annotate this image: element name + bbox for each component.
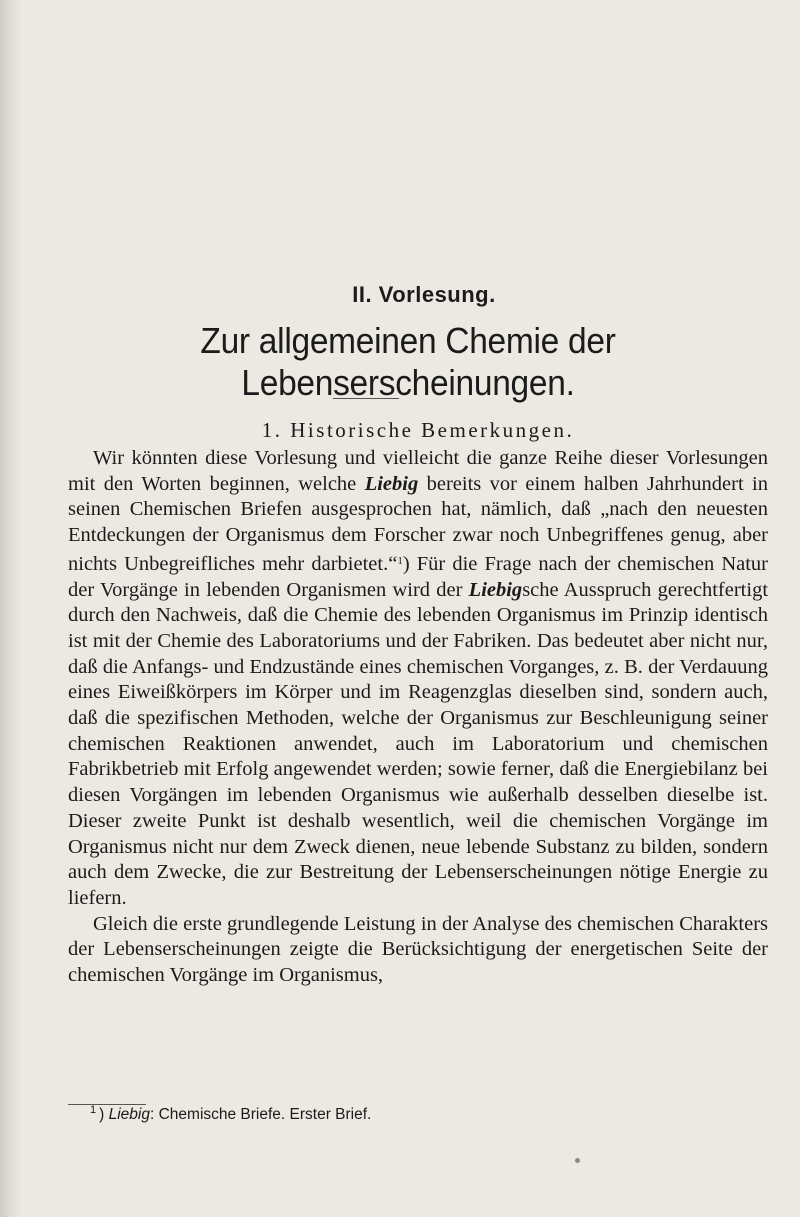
text-segment: 1 — [397, 554, 403, 567]
footnote-author: Liebig — [108, 1106, 150, 1123]
print-speck — [575, 1158, 580, 1163]
footnote-text: : Chemische Briefe. Erster Brief. — [149, 1106, 372, 1123]
paragraph-1 — [68, 446, 768, 912]
footnote — [90, 1105, 770, 1126]
title-divider — [333, 398, 399, 399]
text-segment: Wir könnten diese Vorlesung und vielleicht die ganze Reihe dieser Vorlesungen mit den Worten beginnen, welche — [68, 447, 768, 495]
page-gutter-shadow — [0, 0, 22, 1217]
text-segment: ) Für die Frage nach der chemischen Natur der Vorgänge in lebenden Organismen wird der — [68, 552, 768, 601]
section-heading: 1. Historische Bemerkungen. — [261, 418, 575, 442]
body-text — [68, 446, 768, 989]
chapter-title: Zur allgemeinen Chemie der Lebenserscheinungen. — [200, 320, 616, 403]
text-segment: Liebig — [468, 578, 523, 601]
text-segment: Liebig — [364, 472, 419, 495]
text-segment: Gleich die erste grundlegende Leistung in der Analyse des chemischen Charakters der Lebenserscheinungen zeigte die Berücksichtigung der energetischen Seite der chemischen Vorgänge im Organismus, — [68, 912, 768, 987]
lecture-number: II. Vorlesung. — [352, 282, 496, 307]
text-segment: bereits vor einem halben Jahrhundert in seinen Chemischen Briefen ausgesprochen hat, nämlich, daß „nach den neuesten Entdeckungen der Organismus dem Forscher zwar noch Unbegriffenes genug, aber nichts Unbegreifliches mehr darbietet.“ — [68, 472, 768, 575]
footnote-paren: ) — [99, 1106, 105, 1123]
footnote-mark: 1 — [90, 1104, 97, 1116]
text-segment: sche Ausspruch gerechtfertigt durch den Nachweis, daß die Chemie des lebenden Organismus im Prinzip identisch ist mit der Chemie des Laboratoriums und der Fabriken. Das bedeutet aber nicht nur, daß die Anfangs- und Endzustände eines chemischen Vorganges, z. B. der Verdauung eines Eiweißkörpers im Körper und im Reagenzglas dieselben sind, sondern auch, daß die spezifischen Methoden, welche der Organismus zur Beschleunigung seiner chemischen Reaktionen anwendet, auch im Laboratorium und chemischen Fabrikbetrieb mit Erfolg angewendet werden; sowie ferner, daß die Energiebilanz bei diesen Vorgängen im lebenden Organismus wie außerhalb desselben dieselbe ist. Dieser zweite Punkt ist deshalb wesentlich, weil die chemischen Vorgänge im Organismus nicht nur dem Zweck dienen, neue lebende Substanz zu bilden, sondern auch dem Zwecke, die zur Bestreitung der Lebenserscheinungen nötige Energie zu liefern. — [68, 578, 769, 909]
paragraph-2 — [68, 912, 768, 989]
